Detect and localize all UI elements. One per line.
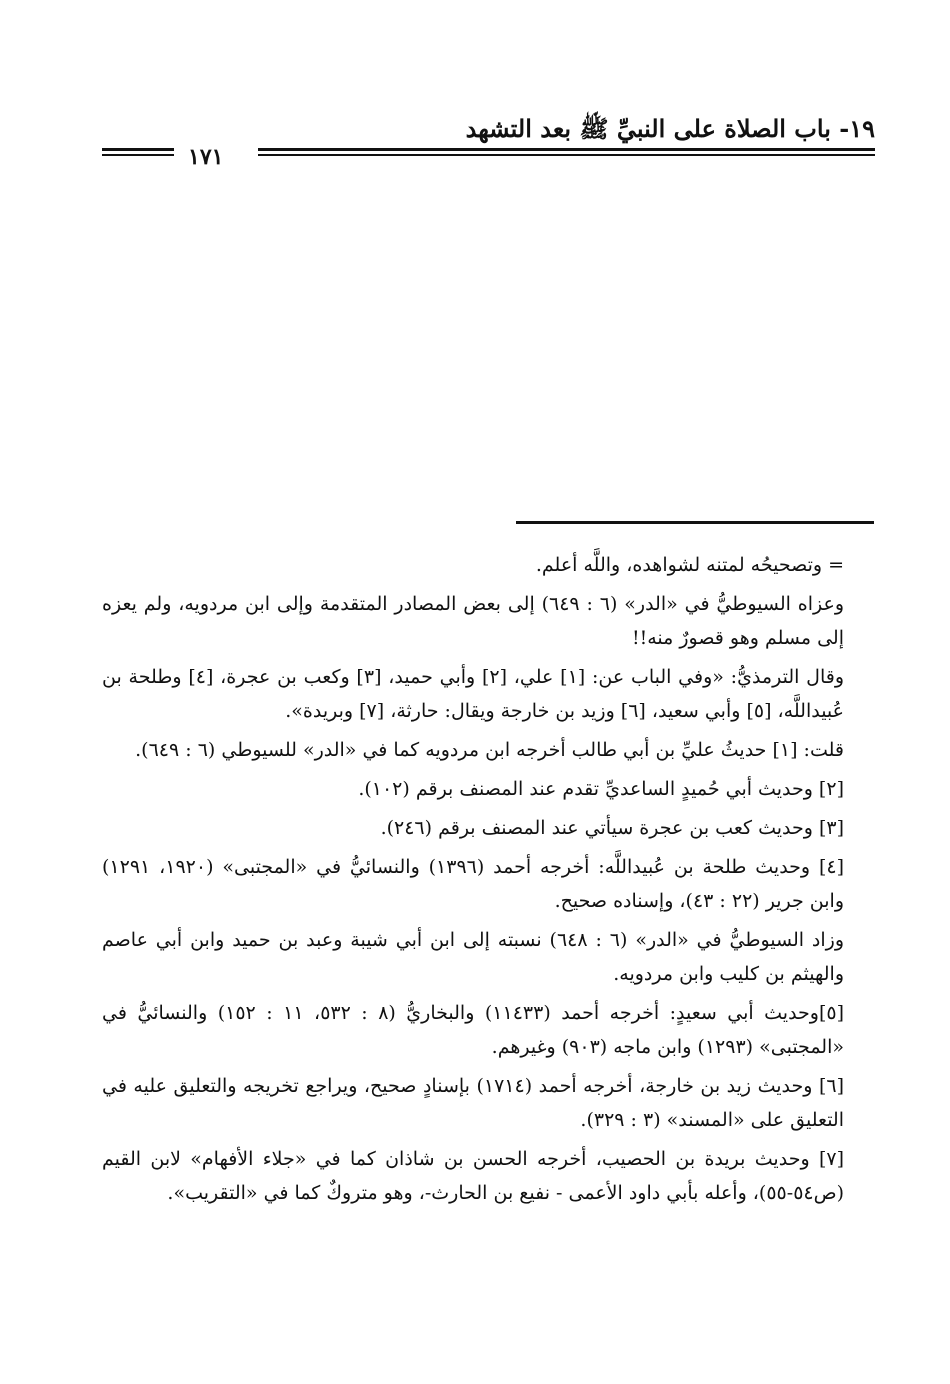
- footnote-paragraph: [٧] وحديث بريدة بن الحصيب، أخرجه الحسن بن شاذان كما في «جلاء الأفهام» لابن القيم (ص٥٤-٥٥)، وأعله بأبي داود الأعمى - نفيع بن الحارث-، وهو متروكٌ كما في «التقريب».: [102, 1148, 844, 1204]
- header-rule: [258, 154, 875, 156]
- footnote-paragraph: [٣] وحديث كعب بن عجرة سيأتي عند المصنف برقم (٢٤٦).: [380, 817, 844, 839]
- footnote-paragraph: [٢] وحديث أبي حُميدٍ الساعديِّ تقدم عند المصنف برقم (١٠٢).: [358, 778, 844, 800]
- page-number: ١٧١: [188, 144, 224, 170]
- chapter-title: ١٩- باب الصلاة على النبيِّ ﷺ بعد التشهد: [465, 114, 875, 143]
- footnote-paragraph: وقال الترمذيُّ: «وفي الباب عن: [١] علي، [٢] وأبي حميد، [٣] وكعب بن عجرة، [٤] وطلحة بن عُبيداللَّه، [٥] وأبي سعيد، [٦] وزيد بن خارجة ويقال: حارثة، [٧] وبريدة».: [102, 666, 845, 722]
- footnote-paragraph: [٦] وحديث زيد بن خارجة، أخرجه أحمد (١٧١٤) بإسنادٍ صحيح، ويراجع تخريجه والتعليق عليه في التعليق على «المسند» (٣ : ٣٢٩).: [102, 1075, 844, 1131]
- footnote-paragraph: قلت: [١] حديثُ عليِّ بن أبي طالب أخرجه ابن مردويه كما في «الدر» للسيوطي (٦ : ٦٤٩).: [135, 739, 844, 761]
- footnote-separator: [516, 521, 874, 524]
- header-rule: [102, 154, 174, 156]
- footnote-paragraph: وزاد السيوطيُّ في «الدر» (٦ : ٦٤٨) نسبته إلى ابن أبي شيبة وعبد بن حميد وابن أبي عاصم والهيثم بن كليب وابن مردويه.: [102, 929, 845, 985]
- page-header: [100, 108, 875, 168]
- footnote-paragraph: = وتصحيحُه لمتنه لشواهده، واللَّه أعلم.: [535, 554, 844, 576]
- footnotes: [102, 548, 844, 1215]
- header-rule: [102, 148, 174, 151]
- footnote-paragraph: وعزاه السيوطيُّ في «الدر» (٦ : ٦٤٩) إلى بعض المصادر المتقدمة وإلى ابن مردويه، ولم يعزه إلى مسلم وهو قصورٌ منه!!: [102, 593, 845, 649]
- footnote-paragraph: [٥]وحديث أبي سعيدٍ: أخرجه أحمد (١١٤٣٣) والبخاريُّ (٨ : ٥٣٢، ١١ : ١٥٢) والنسائيُّ في «المجتبى» (١٢٩٣) وابن ماجه (٩٠٣) وغيرهم.: [102, 1002, 845, 1058]
- header-rule: [258, 148, 875, 151]
- footnote-paragraph: [٤] وحديث طلحة بن عُبيداللَّه: أخرجه أحمد (١٣٩٦) والنسائيُّ في «المجتبى» (١٩٢٠، ١٢٩١) وابن جرير (٢٢ : ٤٣)، وإسناده صحيح.: [102, 856, 845, 912]
